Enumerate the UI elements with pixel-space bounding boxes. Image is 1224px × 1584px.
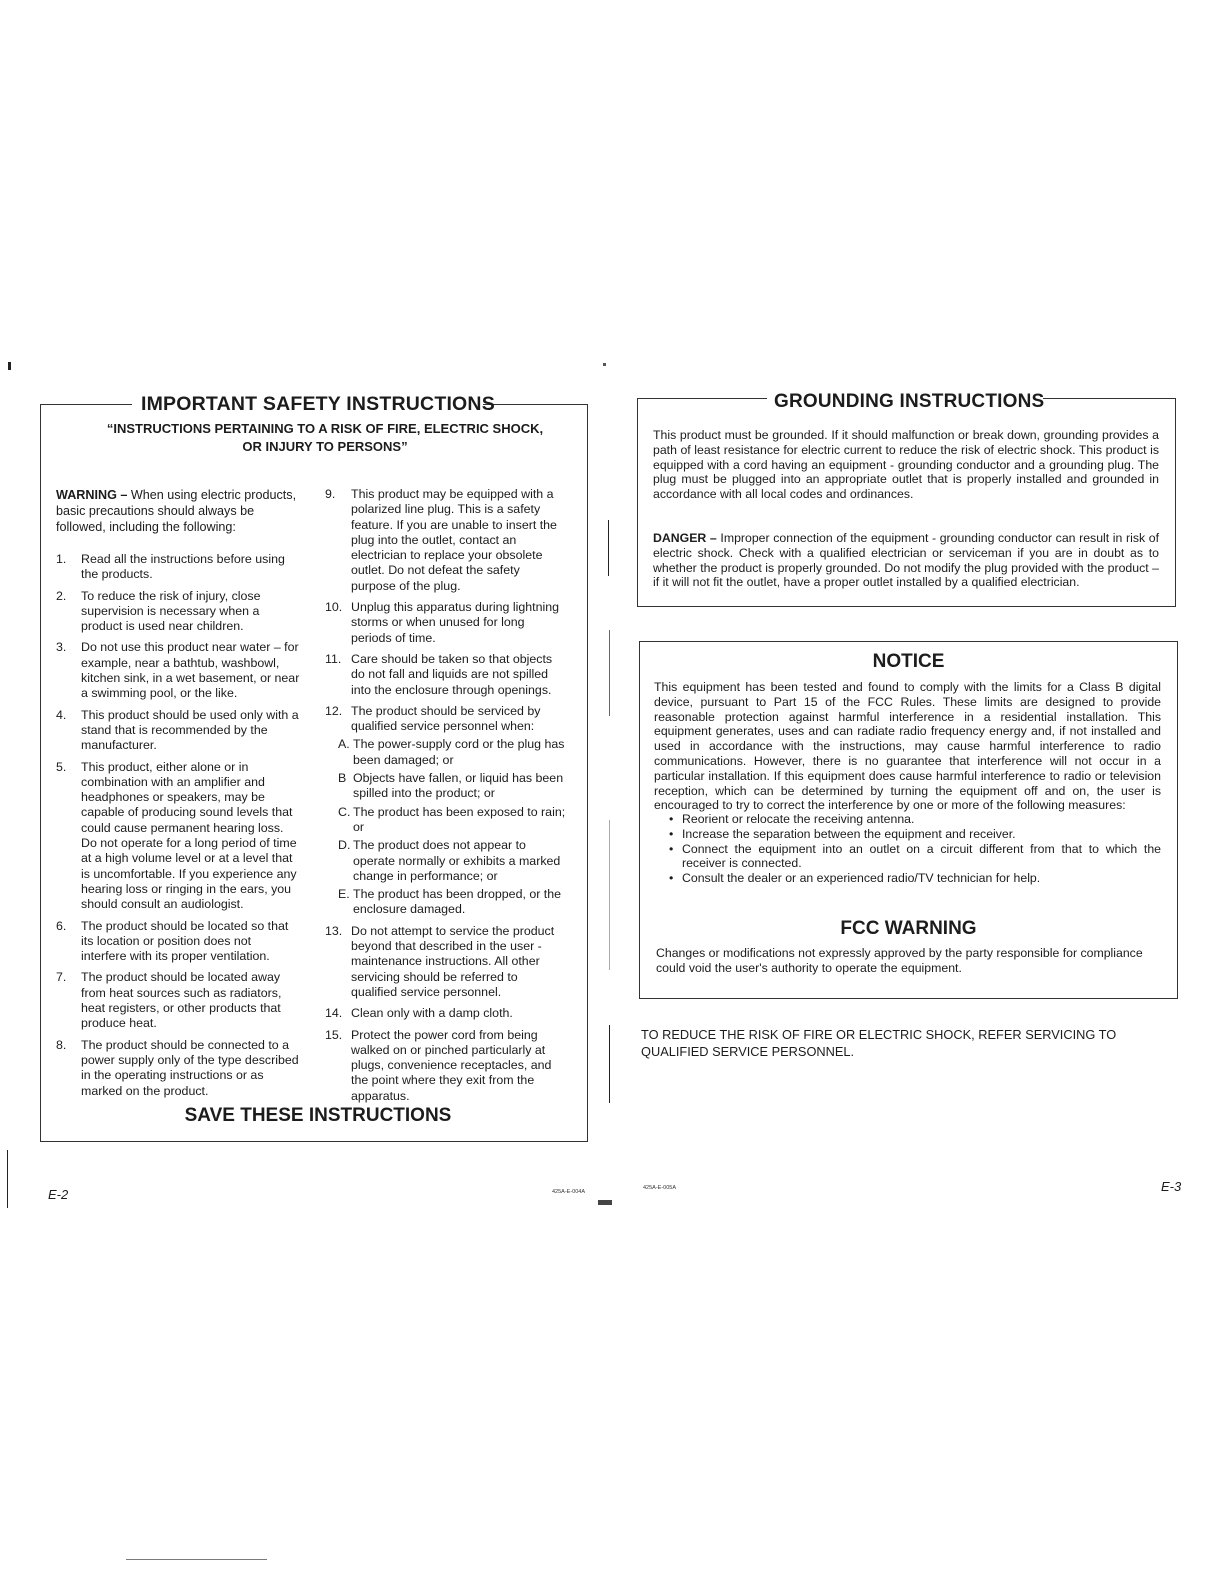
list-item — [325, 600, 567, 646]
fold-line — [609, 630, 610, 716]
fold-line — [608, 520, 609, 576]
safety-subtitle-line2: OR INJURY TO PERSONS” — [242, 439, 408, 454]
item-number: 3. — [56, 640, 67, 655]
list-item — [325, 924, 567, 1000]
item-text: Unplug this apparatus during lightning storms or when unused for long periods of time. — [351, 600, 560, 645]
safety-list-column-1 — [56, 552, 300, 1105]
item-letter: A. — [338, 737, 350, 752]
safety-subtitle — [60, 420, 590, 456]
item-text: Clean only with a damp cloth. — [351, 1006, 513, 1021]
document-code-left: 425A-E-004A — [552, 1189, 586, 1195]
item-letter: D. — [338, 838, 351, 853]
list-item: • Increase the separation between the equipment and receiver. — [669, 827, 1161, 842]
danger-label: DANGER – — [653, 531, 717, 545]
list-item — [56, 919, 300, 965]
warning-label: WARNING – — [56, 488, 128, 502]
safety-box-top-rule-right — [483, 404, 588, 405]
grounding-text: This product must be grounded. If it should malfunction or break down, grounding provides a path of least resistance for electric current to reduce the risk of electric shock. This product is equipped with a cord having an equipment - grounding conductor and a grounding plug. The plug must be plugged into an appropriate outlet that is properly installed and grounded in accordance with all local codes and ordinances. — [653, 428, 1159, 502]
notice-measures-list — [669, 812, 1161, 886]
fold-line — [609, 820, 610, 970]
item-text: Do not use this product near water – for example, near a bathtub, washbowl, kitchen sink, in a wet basement, or near a swimming pool, or the like. — [81, 640, 300, 701]
item-number: 7. — [56, 970, 67, 985]
item-number: 6. — [56, 918, 67, 933]
list-item: • Reorient or relocate the receiving antenna. — [669, 812, 1161, 827]
safety-box-top-rule-left — [40, 404, 132, 405]
item-letter: E. — [338, 887, 350, 902]
list-item — [325, 1028, 567, 1104]
danger-text: Improper connection of the equipment - grounding conductor can result in risk of electric shock. Check with a qualified electrician or serviceman if you are in doubt as to whether the product is properly grounded. Do not modify the plug provided with the product – if it will not fit the outlet, have a proper outlet installed by a qualified electrician. — [653, 531, 1160, 590]
item-text: The product does not appear to operate normally or exhibits a marked change in performance; or — [353, 838, 561, 883]
list-item — [325, 704, 567, 735]
item-number: 11. — [325, 651, 342, 666]
scan-edge-line — [7, 1150, 8, 1208]
reduce-risk-note: TO REDUCE THE RISK OF FIRE OR ELECTRIC SHOCK, REFER SERVICING TO QUALIFIED SERVICE PERSONNEL. — [641, 1027, 1117, 1059]
grounding-title: GROUNDING INSTRUCTIONS — [774, 391, 1045, 412]
grounding-box-top-rule-left — [637, 398, 767, 399]
item-number: 10. — [325, 600, 343, 615]
item-text: Read all the instructions before using the products. — [81, 552, 285, 582]
item-text: Objects have fallen, or liquid has been spilled into the product; or — [353, 771, 564, 801]
item-text: This product should be used only with a stand that is recommended by the manufacturer. — [81, 707, 299, 753]
notice-text: This equipment has been tested and found to comply with the limits for a Class B digital device, pursuant to Part 15 of the FCC Rules. These limits are designed to provide reasonable protection against harmful interference in a residential installation. This equipment generates, uses and can radiate radio frequency energy and, if not installed and used in accordance with the instructions, may cause harmful interference to radio communications. However, there is no guarantee that interference will not occur in a particular installation. If this equipment does cause harmful interference to radio or television reception, which can be determined by turning the equipment off and on, the user is encouraged to try to correct the interference by one or more of the following measures: — [654, 680, 1161, 813]
item-text: Do not attempt to service the product beyond that described in the user - maintenance instructions. All other servicing should be referred to qualified service personnel. — [351, 923, 555, 999]
grounding-box-top-rule-right — [1043, 398, 1176, 399]
scan-speck — [598, 1200, 612, 1205]
save-instructions-title: SAVE THESE INSTRUCTIONS — [184, 1105, 452, 1126]
list-item — [325, 1006, 567, 1021]
list-item — [56, 640, 300, 701]
item-number: 2. — [56, 588, 67, 603]
list-item — [325, 652, 567, 698]
page-number-left: E-2 — [48, 1187, 69, 1202]
item-number: 4. — [56, 707, 67, 722]
list-item — [56, 970, 300, 1031]
scan-speck — [603, 363, 606, 366]
danger-paragraph — [653, 531, 1159, 590]
item-text: The product should be located so that its location or position does not interfere with its proper ventilation. — [81, 918, 289, 964]
safety-title: IMPORTANT SAFETY INSTRUCTIONS — [141, 393, 495, 415]
fcc-warning-text: Changes or modifications not expressly approved by the party responsible for compliance could void the user's authority to operate the equipment. — [656, 946, 1143, 975]
item-number: 8. — [56, 1037, 67, 1052]
warning-intro — [56, 487, 298, 535]
document-code-right: 425A-E-005A — [643, 1185, 677, 1191]
scan-speck — [8, 362, 11, 370]
list-item: • Connect the equipment into an outlet on a circuit different from that to which the receiver is connected. — [669, 842, 1161, 872]
list-subitem — [325, 887, 567, 918]
list-subitem — [325, 771, 567, 802]
safety-subtitle-line1: “INSTRUCTIONS PERTAINING TO A RISK OF FIRE, ELECTRIC SHOCK, — [106, 421, 544, 436]
page-number-right: E-3 — [1161, 1179, 1182, 1194]
item-text: To reduce the risk of injury, close supervision is necessary when a product is used near children. — [81, 588, 261, 634]
list-item — [56, 708, 300, 754]
page-link-underline — [126, 1559, 267, 1560]
item-text: The product has been exposed to rain; or — [353, 804, 566, 834]
item-number: 12. — [325, 703, 343, 718]
fold-line — [609, 1025, 610, 1103]
item-number: 5. — [56, 759, 67, 774]
item-number: 15. — [325, 1027, 343, 1042]
warning-text: When using electric products, basic precautions should always be followed, including the following: — [56, 488, 297, 534]
list-item — [56, 552, 300, 583]
item-number: 1. — [56, 552, 67, 566]
list-subitem — [325, 838, 567, 884]
item-text: The product should be connected to a power supply only of the type described in the operating instructions or as marked on the product. — [81, 1037, 299, 1098]
item-letter: B — [338, 771, 347, 786]
list-subitem — [325, 737, 567, 768]
item-text: The power-supply cord or the plug has been damaged; or — [353, 737, 565, 767]
item-number: 14. — [325, 1006, 343, 1021]
item-text: This product, either alone or in combination with an amplifier and headphones or speakers, may be capable of producing sound levels that could cause permanent hearing loss. Do not operate for a long period of time at a high volume level or at a level that is uncomfortable. If you experience any hearing loss or ringing in the ears, you should consult an audiologist. — [81, 759, 297, 912]
list-item — [56, 589, 300, 635]
fcc-warning-title: FCC WARNING — [840, 918, 977, 939]
notice-title: NOTICE — [872, 651, 945, 672]
item-text: The product has been dropped, or the enclosure damaged. — [353, 887, 562, 917]
safety-list-column-2 — [325, 487, 567, 1110]
item-text: Protect the power cord from being walked on or pinched particularly at plugs, convenience receptacles, and the point where they exit from the apparatus. — [351, 1027, 552, 1103]
list-item: • Consult the dealer or an experienced radio/TV technician for help. — [669, 871, 1161, 886]
list-item — [56, 760, 300, 913]
item-text: The product should be located away from heat sources such as radiators, heat registers, or other products that produce heat. — [81, 970, 282, 1031]
list-subitem — [325, 805, 567, 836]
item-number: 13. — [325, 923, 343, 938]
list-item — [325, 487, 567, 594]
item-number: 9. — [325, 487, 336, 501]
item-text: This product may be equipped with a polarized line plug. This is a safety feature. If you are unable to insert the plug into the outlet, contact an electrician to replace your obsolete outlet. Do not defeat the safety purpose of the plug. — [351, 487, 557, 593]
item-letter: C. — [338, 804, 351, 819]
item-text: The product should be serviced by qualified service personnel when: — [351, 703, 541, 734]
list-item — [56, 1038, 300, 1099]
item-text: Care should be taken so that objects do not fall and liquids are not spilled into the enclosure through openings. — [351, 651, 553, 697]
